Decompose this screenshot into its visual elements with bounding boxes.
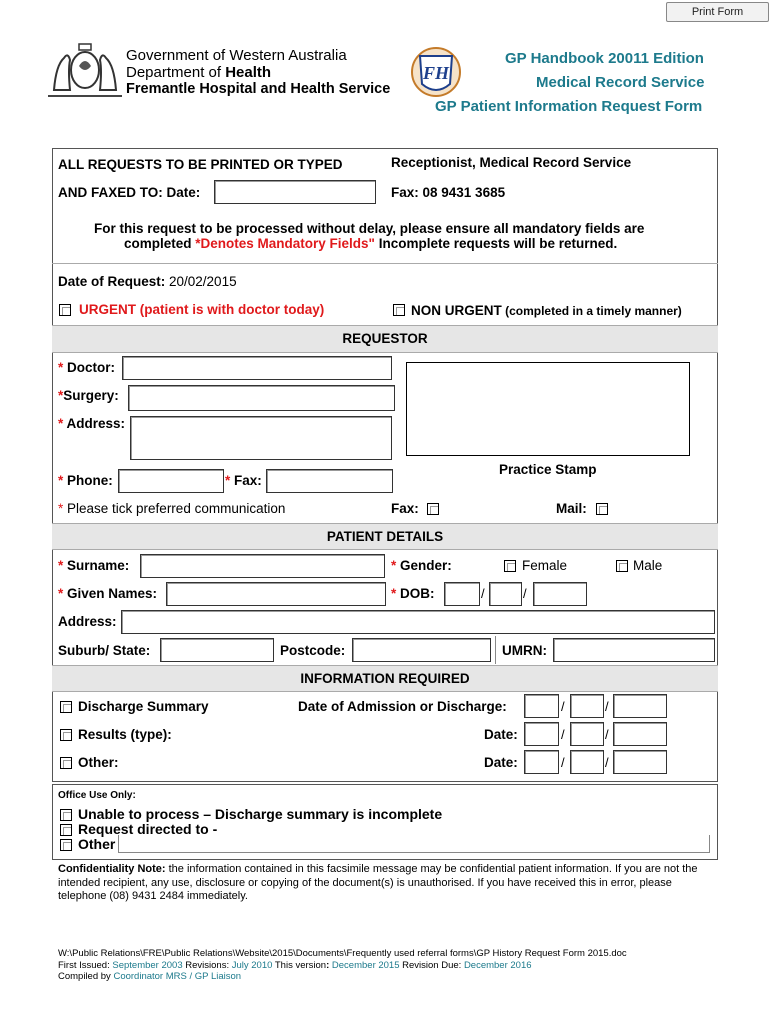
phone-star: * [58,473,68,488]
umrn-divider [495,636,496,664]
results-month-input[interactable] [570,722,604,746]
dob-text: DOB: [400,586,435,601]
other-month-input[interactable] [570,750,604,774]
fax-label [225,473,262,488]
admission-slash-1: / [561,699,565,714]
office-other-checkbox[interactable] [60,839,72,851]
revision-due-value: December 2016 [463,960,532,971]
surname-input[interactable] [140,554,385,578]
practice-stamp-box [406,362,690,456]
phone-input[interactable] [118,469,224,493]
dob-slash-2: / [523,586,527,601]
service-title: Medical Record Service [536,74,705,91]
surgery-star: * [58,388,64,403]
date-of-request-value: 20/02/2015 [165,274,237,289]
results-checkbox[interactable] [60,729,72,741]
doctor-star: * [58,360,68,375]
divider [52,263,718,264]
instruction-suffix: Incomplete requests will be returned. [374,236,618,251]
urgent-checkbox[interactable] [59,304,71,316]
other-slash-1: / [561,755,565,770]
surname-label [58,558,129,573]
hospital-seal-icon [406,44,466,100]
practice-stamp-label: Practice Stamp [499,462,597,477]
surname-text: Surname: [67,558,130,573]
instruction-prefix: completed [124,236,196,251]
umrn-label: UMRN: [502,643,547,658]
patient-address-label: Address: [58,614,117,629]
suburb-label: Suburb/ State: [58,643,151,658]
other-checkbox[interactable] [60,757,72,769]
male-label: Male [633,558,663,573]
handbook-title: GP Handbook 20011 Edition [505,50,704,67]
unable-label: Unable to process – Discharge summary is incomplete [78,806,443,822]
other-year-input[interactable] [613,750,667,774]
fax-pref-label: Fax: [391,501,419,516]
male-checkbox[interactable] [616,560,628,572]
mail-pref-label: Mail: [556,501,587,516]
address-text: Address: [66,416,126,431]
results-label: Results (type): [78,727,172,742]
patient-details-heading: PATIENT DETAILS [52,523,718,550]
version-label: This version [272,960,327,971]
print-form-button[interactable]: Print Form [666,2,769,22]
gov-name-line2 [126,64,271,81]
dob-slash-1: / [481,586,485,601]
first-issued-value: September 2003 [112,960,183,971]
office-other-line[interactable] [118,835,710,853]
gender-text: Gender: [400,558,452,573]
dept-prefix: Department of [126,64,226,81]
non-urgent-checkbox[interactable] [393,304,405,316]
results-date-label: Date: [484,727,518,742]
version-value: December 2015 [331,960,400,971]
given-names-text: Given Names: [67,586,158,601]
tick-pref-star: * [58,501,68,516]
surgery-label [58,388,119,403]
requestor-address-input[interactable] [130,416,392,460]
other-date-label: Date: [484,755,518,770]
date-of-request-label: Date of Request: [58,274,166,289]
given-names-label [58,586,157,601]
confidentiality-label: Confidentiality Note: [58,863,166,875]
dob-day-input[interactable] [444,582,480,606]
admission-date-label: Date of Admission or Discharge: [298,699,507,714]
dob-label [391,586,435,601]
non-urgent-note: (completed in a timely manner) [501,304,682,318]
surname-star: * [58,558,68,573]
urgent-label: URGENT (patient is with doctor today) [79,302,325,317]
directed-label: Request directed to - [78,821,218,837]
results-slash-2: / [605,727,609,742]
office-other-label: Other [78,836,116,852]
discharge-summary-label: Discharge Summary [78,699,209,714]
gov-name-line1: Government of Western Australia [126,47,347,64]
gov-name-line3: Fremantle Hospital and Health Service [126,81,391,97]
compiled-label: Compiled by [58,971,114,982]
first-issued-label: First Issued: [58,960,113,971]
doctor-label [58,360,115,375]
doctor-text: Doctor: [67,360,116,375]
postcode-input[interactable] [352,638,491,662]
results-day-input[interactable] [524,722,559,746]
tick-pref-label [58,501,285,516]
address-label [58,416,125,431]
surgery-text: Surgery: [63,388,119,403]
instruction-line2 [124,236,617,251]
dob-year-input[interactable] [533,582,587,606]
revision-due-label: Revision Due: [399,960,464,971]
receptionist-label: Receptionist, Medical Record Service [391,155,632,170]
compiled-value: Coordinator MRS / GP Liaison [113,971,242,982]
patient-address-input[interactable] [121,610,715,634]
non-urgent-bold: NON URGENT [411,303,502,318]
fax-pref-checkbox[interactable] [427,503,439,515]
admission-slash-2: / [605,699,609,714]
print-note: ALL REQUESTS TO BE PRINTED OR TYPED [58,157,343,172]
fax-date-input[interactable] [214,180,376,204]
confidentiality-text: the information contained in this facsimile message may be confidential patient information. If you are not the intended recipient, any use, disclosure or copying of the document(s) is unauthorised. If you have received this in error, please telephone (08) 9431 2484 immediately. [58,863,698,902]
admission-year-input[interactable] [613,694,667,718]
footer-path: W:\Public Relations\FRE\Public Relations\Website\2015\Documents\Frequently used referral forms\GP History Request Form 2015.doc [58,948,627,959]
umrn-input[interactable] [553,638,715,662]
dob-star: * [391,586,401,601]
admission-month-input[interactable] [570,694,604,718]
doctor-input[interactable] [122,356,392,380]
fax-number: Fax: 08 9431 3685 [391,185,506,200]
other-label: Other: [78,755,119,770]
office-use-heading: Office Use Only: [58,790,136,801]
tick-pref-text: Please tick preferred communication [67,501,286,516]
instruction-line1: For this request to be processed without delay, please ensure all mandatory fields are [94,221,645,236]
female-checkbox[interactable] [504,560,516,572]
info-required-heading: INFORMATION REQUIRED [52,665,718,692]
gender-label [391,558,452,573]
other-day-input[interactable] [524,750,559,774]
footer-issue-line [58,960,532,971]
address-star: * [58,416,67,431]
given-names-input[interactable] [166,582,386,606]
other-slash-2: / [605,755,609,770]
phone-text: Phone: [67,473,113,488]
unable-checkbox[interactable] [60,809,72,821]
gender-star: * [391,558,401,573]
government-crest-icon [46,40,124,98]
fax-star: * [225,473,235,488]
suburb-input[interactable] [160,638,274,662]
mandatory-note: *Denotes Mandatory Fields" [195,236,375,251]
fax-text: Fax: [234,473,262,488]
postcode-label: Postcode: [280,643,346,658]
phone-label [58,473,113,488]
dept-bold: Health [225,64,272,81]
non-urgent-label [411,302,682,320]
form-title: GP Patient Information Request Form [435,98,703,115]
revisions-value: July 2010 [231,960,273,971]
date-of-request [58,274,237,289]
mail-pref-checkbox[interactable] [596,503,608,515]
results-year-input[interactable] [613,722,667,746]
fax-input[interactable] [266,469,393,493]
revisions-label: Revisions: [182,960,232,971]
given-names-star: * [58,586,68,601]
female-label: Female [522,558,568,573]
discharge-summary-checkbox[interactable] [60,701,72,713]
confidentiality-note [58,863,718,904]
results-slash-1: / [561,727,565,742]
surgery-input[interactable] [128,385,395,411]
admission-day-input[interactable] [524,694,559,718]
requestor-heading: REQUESTOR [52,325,718,353]
svg-text:FH: FH [422,63,450,83]
directed-checkbox[interactable] [60,824,72,836]
dob-month-input[interactable] [489,582,522,606]
faxed-to-date-label: AND FAXED TO: Date: [58,185,201,200]
version-colon: : [326,960,332,971]
footer-compiled [58,971,241,982]
